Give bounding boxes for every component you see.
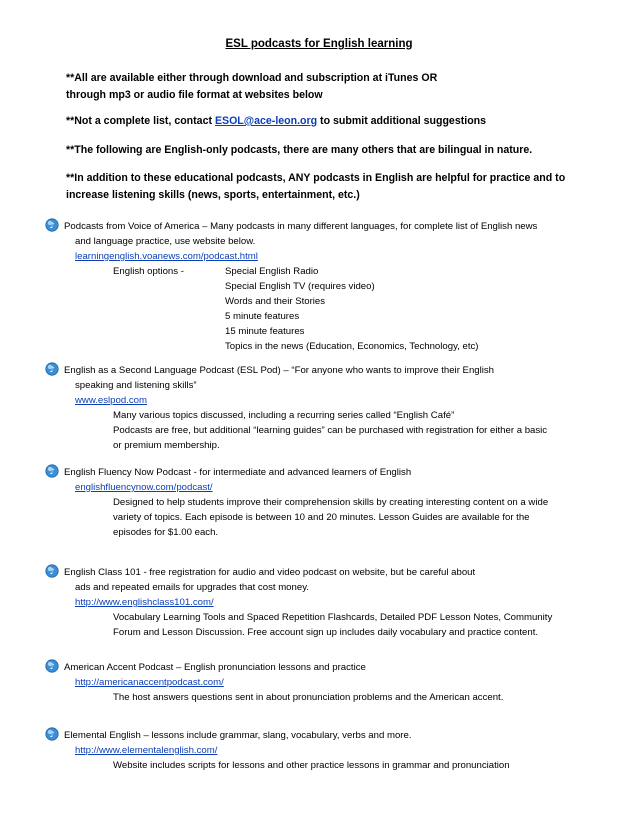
entry-description: Podcasts are free, but additional “learning guides” can be purchased with registration for either a basic bbox=[113, 425, 548, 436]
svg-text:♪: ♪ bbox=[49, 365, 55, 374]
note-line: **All are available either through download and subscription at iTunes OR bbox=[66, 72, 438, 84]
podcast-entry-voa bbox=[49, 219, 624, 354]
option-item: Words and their Stories bbox=[225, 296, 326, 307]
entry-description: Designed to help students improve their comprehension skills by creating interesting content on a wide bbox=[113, 497, 549, 508]
note-english-only bbox=[66, 142, 606, 159]
podcast-globe-icon bbox=[45, 727, 59, 741]
note-any-podcasts bbox=[66, 170, 606, 204]
podcast-link[interactable]: learningenglish.voanews.com/podcast.html bbox=[75, 251, 258, 262]
entry-heading: English Class 101 - free registration for audio and video podcast on website, but be careful about bbox=[64, 567, 476, 578]
podcast-link[interactable]: http://www.elementalenglish.com/ bbox=[75, 745, 218, 756]
entry-description: or premium membership. bbox=[113, 440, 220, 451]
options-list bbox=[225, 264, 478, 354]
podcast-link[interactable]: www.eslpod.com bbox=[75, 395, 147, 406]
page-title: ESL podcasts for English learning bbox=[225, 38, 413, 50]
svg-text:♪: ♪ bbox=[49, 221, 55, 230]
podcast-globe-icon bbox=[45, 464, 59, 478]
entry-heading: ads and repeated emails for upgrades that cost money. bbox=[75, 582, 309, 593]
entry-heading: American Accent Podcast – English pronunciation lessons and practice bbox=[64, 662, 366, 673]
podcast-entry-elementalenglish bbox=[49, 728, 624, 773]
entry-heading: speaking and listening skills” bbox=[75, 380, 197, 391]
option-item: 5 minute features bbox=[225, 311, 300, 322]
entry-description: episodes for $1.00 each. bbox=[113, 527, 219, 538]
svg-text:♪: ♪ bbox=[49, 662, 55, 671]
entry-description: The host answers questions sent in about pronunciation problems and the American accent. bbox=[113, 692, 504, 703]
entry-heading: English Fluency Now Podcast - for intermediate and advanced learners of English bbox=[64, 467, 412, 478]
podcast-globe-icon bbox=[45, 218, 59, 232]
podcast-globe-icon bbox=[45, 659, 59, 673]
note-text: to submit additional suggestions bbox=[317, 115, 487, 127]
email-link[interactable]: ESOL@ace-leon.org bbox=[214, 115, 318, 127]
entry-description: Forum and Lesson Discussion. Free account sign up includes daily vocabulary and practice content. bbox=[113, 627, 539, 638]
podcast-link[interactable]: englishfluencynow.com/podcast/ bbox=[75, 482, 213, 493]
note-line: **In addition to these educational podcasts, ANY podcasts in English are helpful for practice and to bbox=[66, 172, 566, 184]
entry-description: variety of topics. Each episode is between 10 and 20 minutes. Lesson Guides are available for the bbox=[113, 512, 530, 523]
podcast-globe-icon bbox=[45, 564, 59, 578]
note-line: through mp3 or audio file format at websites below bbox=[66, 89, 323, 101]
podcast-entry-fluencynow bbox=[49, 465, 624, 540]
svg-text:♪: ♪ bbox=[49, 467, 55, 476]
podcast-entry-americanaccent bbox=[49, 660, 624, 705]
note-contact bbox=[66, 113, 606, 130]
entry-heading: Podcasts from Voice of America – Many podcasts in many different languages, for complete list of English news bbox=[64, 221, 538, 232]
option-item: Special English TV (requires video) bbox=[225, 281, 375, 292]
entry-description: Vocabulary Learning Tools and Spaced Repetition Flashcards, Detailed PDF Lesson Notes, Community bbox=[113, 612, 553, 623]
podcast-entry-englishclass101 bbox=[49, 565, 624, 640]
note-line: increase listening skills (news, sports, entertainment, etc.) bbox=[66, 189, 360, 201]
entry-description: Website includes scripts for lessons and other practice lessons in grammar and pronunciation bbox=[113, 760, 510, 771]
option-item: Topics in the news (Education, Economics, Technology, etc) bbox=[225, 341, 479, 352]
entry-description: Many various topics discussed, including a recurring series called “English Café” bbox=[113, 410, 455, 421]
option-item: Special English Radio bbox=[225, 266, 319, 277]
note-text: **Not a complete list, contact bbox=[66, 115, 215, 127]
entry-heading: and language practice, use website below. bbox=[75, 236, 256, 247]
note-availability bbox=[66, 70, 606, 104]
svg-text:♪: ♪ bbox=[49, 730, 55, 739]
option-item: 15 minute features bbox=[225, 326, 305, 337]
svg-text:♪: ♪ bbox=[49, 567, 55, 576]
entry-heading: Elemental English – lessons include grammar, slang, vocabulary, verbs and more. bbox=[64, 730, 412, 741]
podcast-globe-icon bbox=[45, 362, 59, 376]
podcast-entry-eslpod bbox=[49, 363, 624, 453]
podcast-link[interactable]: http://www.englishclass101.com/ bbox=[75, 597, 214, 608]
entry-heading: English as a Second Language Podcast (ESL Pod) – “For anyone who wants to improve their English bbox=[64, 365, 495, 376]
options-label: English options - bbox=[113, 266, 184, 277]
podcast-link[interactable]: http://americanaccentpodcast.com/ bbox=[75, 677, 224, 688]
english-options bbox=[64, 264, 624, 354]
note-line: **The following are English-only podcasts, there are many others that are bilingual in nature. bbox=[66, 144, 533, 156]
